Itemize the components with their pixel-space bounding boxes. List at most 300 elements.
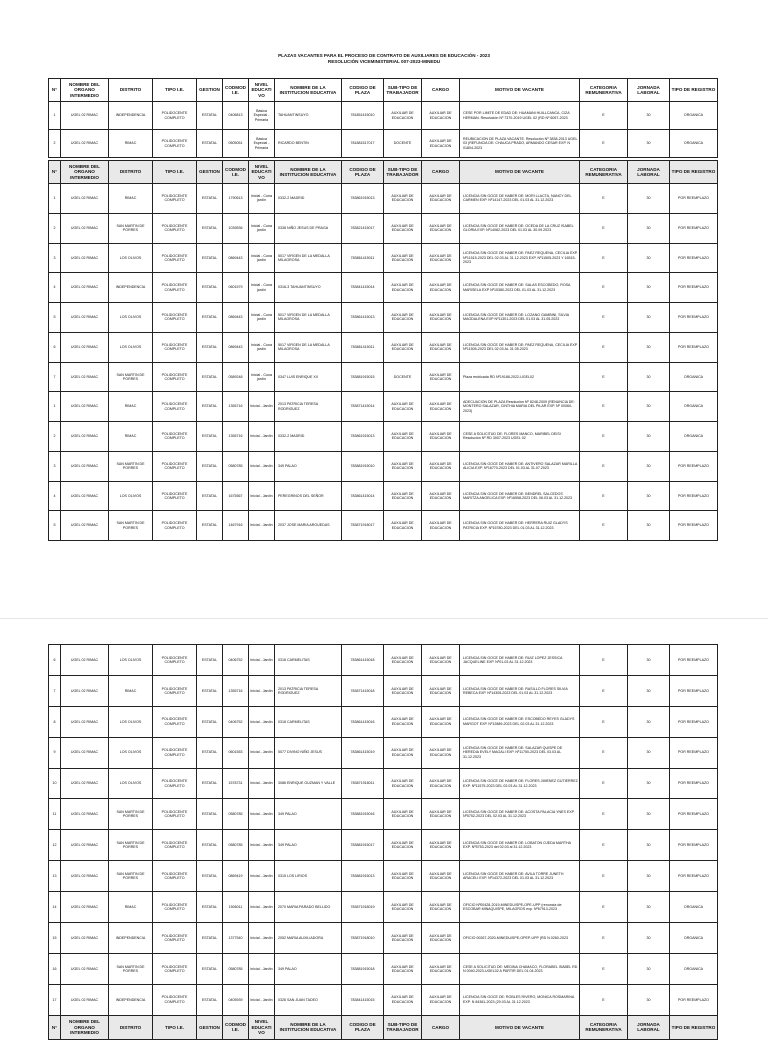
table-cell: AUXILIAR DE EDUCACION [422, 799, 460, 830]
table-cell: ESTATAL [197, 102, 223, 130]
table-cell: ESTATAL [197, 303, 223, 333]
table-cell: 7 [49, 675, 61, 706]
table-cell: LICENCIA SIN GOCE DE HABER DE: MORI LLACTA, NANCY DEL CARMEN EXP. Nº14147-2023 DEL 01.03 AL 31.12.2023 [460, 184, 580, 214]
table-cell: SAN MARTIN DE PORRES [109, 362, 153, 392]
table-cell: 30 [628, 953, 670, 984]
table-cell: 2 [49, 213, 61, 243]
column-header: TIPO I.E. [153, 161, 197, 184]
table-cell: POLIDOCENTE COMPLETO [153, 830, 197, 861]
table-header [49, 79, 718, 102]
table-cell: POR REEMPLAZO [670, 243, 718, 273]
table-cell: 783841415015 [342, 984, 384, 1015]
table-row [49, 511, 718, 541]
table-cell: AUXILIAR DE EDUCACION [384, 706, 422, 737]
table-header [49, 161, 718, 184]
table-cell: 0589248 [223, 362, 249, 392]
table-cell: CESE A SOLICITUD DE: MEDINA CHAMACO, FLORABEL ISABEL RD N 0040-2023-UGEL02 A PARTIR DEL 01.04.2023 [460, 953, 580, 984]
table-cell: 30 [628, 675, 670, 706]
table-cell: E [580, 984, 628, 1015]
table-cell: POR REEMPLAZO [670, 861, 718, 892]
table-cell: 349 PALAO [275, 953, 342, 984]
table-cell: UGEL 02 RIMAC [61, 213, 109, 243]
table-cell: UGEL 02 RIMAC [61, 332, 109, 362]
table-cell: Inicial - Cuna jardín [249, 243, 275, 273]
table-cell: 1355716 [223, 422, 249, 452]
table-cell: POR REEMPLAZO [670, 984, 718, 1015]
table-cell: RIMAC [109, 422, 153, 452]
table-cell: 783861415011 [342, 243, 384, 273]
table-cell: ORGANICA [670, 362, 718, 392]
table-cell: POLIDOCENTE COMPLETO [153, 799, 197, 830]
table-cell: 0505051 [223, 130, 249, 158]
table-cell: E [580, 861, 628, 892]
table-cell: 783861415013 [342, 303, 384, 333]
table-cell: SAN MARTIN DE PORRES [109, 830, 153, 861]
table-cell: RIMAC [109, 675, 153, 706]
table-cell: E [580, 332, 628, 362]
table-cell: 0405939 [223, 984, 249, 1015]
column-header: CODMOD I.E. [223, 1015, 249, 1039]
table-row [49, 737, 718, 768]
table-cell: POR REEMPLAZO [670, 737, 718, 768]
table-cell: 30 [628, 303, 670, 333]
column-header: JORNADA LABORAL [628, 161, 670, 184]
table-cell: 783881915010 [342, 451, 384, 481]
column-header: CATEGORIA REMUNERATIVA [580, 161, 628, 184]
table-cell: 1039536 [223, 213, 249, 243]
table-cell: AUXILIAR DE EDUCACION [384, 892, 422, 923]
table-cell: Inicial - Cuna jardín [249, 213, 275, 243]
table-cell: AUXILIAR DE EDUCACION [422, 303, 460, 333]
table-cell: 10 [49, 768, 61, 799]
column-header: NOMBRE DE LA INSTITUCION EDUCATIVA [275, 79, 342, 102]
table-cell: POLIDOCENTE COMPLETO [153, 861, 197, 892]
table-cell: 7 [49, 362, 61, 392]
table-cell: POR REEMPLAZO [670, 332, 718, 362]
column-header: CARGO [422, 79, 460, 102]
table-cell: 0869419 [223, 861, 249, 892]
table-cell: Básica Especial - Primaria [249, 130, 275, 158]
column-header: CODIGO DE PLAZA [342, 79, 384, 102]
table-row [49, 481, 718, 511]
column-header: DISTRITO [109, 1015, 153, 1039]
table-cell: UGEL 02 RIMAC [61, 243, 109, 273]
table-cell: AUXILIAR DE EDUCACION [384, 645, 422, 676]
table-cell: 783861915013 [342, 184, 384, 214]
column-header: CODIGO DE PLAZA [342, 1015, 384, 1039]
table-cell: 2013 PATRICIA TERESA RODRIGUEZ [275, 392, 342, 422]
table-footer-header [49, 1015, 718, 1039]
table-cell: AUXILIAR DE EDUCACION [422, 984, 460, 1015]
table-cell: INDEPENDENCIA [109, 273, 153, 303]
table-cell: OFICIO Nº00428-2019-MINEDU/SPE-OPE-UPP (renuncia de: ESCOBAR MINAQUISPE, MILAGROS exp. Nº67913-2023 [460, 892, 580, 923]
table-cell: 30 [628, 511, 670, 541]
table-cell: POR REEMPLAZO [670, 303, 718, 333]
table-cell: UGEL 02 RIMAC [61, 830, 109, 861]
column-header: CARGO [422, 161, 460, 184]
table-cell: 783871918011 [342, 768, 384, 799]
table-cell: ESTATAL [197, 451, 223, 481]
table-cell: 783871415018 [342, 675, 384, 706]
table-cell: LICENCIA SIN GOCE DE HABER DE: ESCOBEDO REYES GLADYS MARGOT EXP. Nº12889-2023 DEL 02.03 AL 31.12.2023 [460, 706, 580, 737]
table-cell: LICENCIA SIN GOCE DE HABER DE: PAEZ REQUENA, CECILIA EXP. Nº11515-2023 DEL 02.03 AL 31.12.2023 EXP. Nº11505-2023 Y 16515-2023 [460, 243, 580, 273]
table-cell: POR REEMPLAZO [670, 213, 718, 243]
table-cell: 0580785 [223, 799, 249, 830]
table-cell: 783871918019 [342, 892, 384, 923]
table-cell: INDEPENDENCIA [109, 984, 153, 1015]
table-cell: AUXILIAR DE EDUCACION [422, 243, 460, 273]
table-cell: POLIDOCENTE COMPLETO [153, 362, 197, 392]
table-cell: ESTATAL [197, 706, 223, 737]
table-cell: AUXILIAR DE EDUCACION [422, 273, 460, 303]
table-cell: UGEL 02 RIMAC [61, 675, 109, 706]
table-cell: RIMAC [109, 130, 153, 158]
table-cell: E [580, 130, 628, 158]
table-cell: LICENCIA SIN GOCE DE HABER DE: OCEDA DE LA CRUZ ISABEL GLORIA EXP. Nº14082-2023 DEL 01.03 AL 30.09.2023 [460, 213, 580, 243]
table-cell: 9 [49, 737, 61, 768]
table-cell: E [580, 830, 628, 861]
table-cell: E [580, 303, 628, 333]
table-cell: UGEL 02 RIMAC [61, 422, 109, 452]
table-cell: SAN MARTIN DE PORRES [109, 861, 153, 892]
table-cell: 0406752 [223, 645, 249, 676]
table-cell: 783821415017 [342, 213, 384, 243]
table-cell: ESTATAL [197, 362, 223, 392]
column-header: NIVEL EDUCATIVO [249, 1015, 275, 1039]
table-row [49, 303, 718, 333]
table-cell: SAN MARTIN DE PORRES [109, 953, 153, 984]
table-cell: AUXILIAR DE EDUCACION [422, 362, 460, 392]
table-cell: AUXILIAR DE EDUCACION [384, 243, 422, 273]
table-row [49, 102, 718, 130]
table-cell: 2 [49, 130, 61, 158]
table-cell: 30 [628, 923, 670, 954]
table-cell: LICENCIA SIN GOCE DE HABER DE: LOBATON OJEDA MARTHA EXP. Nº5753-2023 del 02.03 al 31.12.2023 [460, 830, 580, 861]
table-cell: 30 [628, 243, 670, 273]
table-cell: Inicial - Cuna jardín [249, 362, 275, 392]
table-cell: Inicial - Jardín [249, 422, 275, 452]
table-cell: LICENCIA SIN GOCE DE HABER DE: PAEZ REQUENA, CECILIA EXP Nº11505-2023 DEL 02.03 AL 31.05.2023 [460, 332, 580, 362]
table-cell: POR REEMPLAZO [670, 511, 718, 541]
table-cell: LICENCIA SIN GOCE DE HABER DE: SALAZAR QUISPE DE HEREDIA EVELY MAGALI EXP. Nº11750-2023 DEL 03.03 AL 31.12.2023 [460, 737, 580, 768]
table-cell: 5017 VIRGEN DE LA MEDALLA MILAGROSA [275, 243, 342, 273]
table-cell: POLIDOCENTE COMPLETO [153, 892, 197, 923]
table-cell: ESTATAL [197, 923, 223, 954]
table-cell: POR REEMPLAZO [670, 645, 718, 676]
table-cell: 12 [49, 830, 61, 861]
table-cell: AUXILIAR DE EDUCACION [384, 422, 422, 452]
table-cell: 5017 VIRGEN DE LA MEDALLA MILAGROSA [275, 303, 342, 333]
table-cell: ESTATAL [197, 184, 223, 214]
table-cell: INDEPENDENCIA [109, 923, 153, 954]
table-cell: E [580, 481, 628, 511]
table-cell: 30 [628, 102, 670, 130]
table-cell: ESTATAL [197, 481, 223, 511]
table-cell: 30 [628, 273, 670, 303]
table-cell: 783881915018 [342, 953, 384, 984]
table-cell: POLIDOCENTE COMPLETO [153, 273, 197, 303]
table-cell: E [580, 768, 628, 799]
table-cell: 0580785 [223, 830, 249, 861]
table-cell: ESTATAL [197, 273, 223, 303]
table-cell: UGEL 02 RIMAC [61, 923, 109, 954]
table-cell: RICARDO BENTIN [275, 130, 342, 158]
table-cell: ESTATAL [197, 984, 223, 1015]
table-cell: 1 [49, 184, 61, 214]
table-cell: 783841415014 [342, 273, 384, 303]
table-cell: ORGANICA [670, 923, 718, 954]
table-cell: AUXILIAR DE EDUCACION [384, 861, 422, 892]
column-header: GESTION [197, 1015, 223, 1039]
column-header: TIPO DE REGISTRO [670, 79, 718, 102]
table-row [49, 184, 718, 214]
table-cell: AUXILIAR DE EDUCACION [422, 184, 460, 214]
table-cell: POLIDOCENTE COMPLETO [153, 953, 197, 984]
table-cell: AUXILIAR DE EDUCACION [384, 768, 422, 799]
table-cell: ESTATAL [197, 861, 223, 892]
table-cell: AUXILIAR DE EDUCACION [422, 511, 460, 541]
table-cell: 30 [628, 861, 670, 892]
table-cell: ESTATAL [197, 953, 223, 984]
table-cell: E [580, 243, 628, 273]
table-cell: AUXILIAR DE EDUCACION [384, 332, 422, 362]
table-cell: Inicial - Cuna jardín [249, 273, 275, 303]
table-row [49, 392, 718, 422]
table-cell: UGEL 02 RIMAC [61, 102, 109, 130]
table-cell: AUXILIAR DE EDUCACION [422, 481, 460, 511]
table-cell: 781851415010 [342, 102, 384, 130]
table-cell: RIMAC [109, 892, 153, 923]
table-cell: E [580, 362, 628, 392]
table-row [49, 706, 718, 737]
table-cell: 30 [628, 645, 670, 676]
table-cell: POLIDOCENTE COMPLETO [153, 768, 197, 799]
column-header: GESTION [197, 161, 223, 184]
column-header: TIPO I.E. [153, 79, 197, 102]
table-cell: UGEL 02 RIMAC [61, 861, 109, 892]
column-header: NOMBRE DEL ORGANO INTERMEDIO [61, 1015, 109, 1039]
column-header: MOTIVO DE VACANTE [460, 1015, 580, 1039]
column-header: NOMBRE DEL ORGANO INTERMEDIO [61, 79, 109, 102]
table-cell: E [580, 184, 628, 214]
table-cell: LOS OLIVOS [109, 303, 153, 333]
table-cell: 0580785 [223, 953, 249, 984]
table-cell: Inicial - Jardín [249, 799, 275, 830]
table-cell: AUXILIAR DE EDUCACION [422, 706, 460, 737]
table-cell: E [580, 923, 628, 954]
table-cell: 30 [628, 892, 670, 923]
table-cell: Inicial - Jardín [249, 923, 275, 954]
table-cell: POLIDOCENTE COMPLETO [153, 332, 197, 362]
table-cell: 14 [49, 892, 61, 923]
table-cell: E [580, 392, 628, 422]
table-cell: 1675567 [223, 481, 249, 511]
vacancies-table-organica [48, 78, 718, 158]
table-cell: AUXILIAR DE EDUCACION [422, 422, 460, 452]
table-cell: AUXILIAR DE EDUCACION [384, 184, 422, 214]
table-cell: 349 PALAO [275, 451, 342, 481]
table-cell: 1578731 [223, 768, 249, 799]
column-header: SUB-TIPO DE TRABAJADOR [384, 161, 422, 184]
table-cell: 1 [49, 392, 61, 422]
table-cell: ORGANICA [670, 130, 718, 158]
table-cell: ORGANICA [670, 892, 718, 923]
table-cell: 783871918017 [342, 511, 384, 541]
table-cell: Inicial - Jardín [249, 953, 275, 984]
table-cell: POR REEMPLAZO [670, 675, 718, 706]
table-cell: AUXILIAR DE EDUCACION [384, 675, 422, 706]
table-cell: AUXILIAR DE EDUCACION [384, 799, 422, 830]
table-cell: 0318 CARMELITAS [275, 645, 342, 676]
table-cell: DOCENTE [384, 362, 422, 392]
table-cell: PEREGRINOS DEL SEÑOR [275, 481, 342, 511]
table-cell: E [580, 273, 628, 303]
table-row [49, 953, 718, 984]
table-cell: UGEL 02 RIMAC [61, 481, 109, 511]
table-cell: 783861915013 [342, 422, 384, 452]
table-cell: 2037 JOSE MARIA ARGUEDAS [275, 511, 342, 541]
table-cell: POR REEMPLAZO [670, 451, 718, 481]
table-cell: LICENCIA SIN GOCE DE HABER DE: BENDREL SALCEDOS MARITZA ANGELICA EXP. Nº16558-2023 DEL 06.03 AL 31.12.2023 [460, 481, 580, 511]
table-row [49, 451, 718, 481]
table-cell: 1790613 [223, 184, 249, 214]
table-cell: AUXILIAR DE EDUCACION [422, 892, 460, 923]
table-cell: E [580, 737, 628, 768]
table-cell: AUXILIAR DE EDUCACION [384, 830, 422, 861]
table-cell: 2070 MARIA PARADO BELLIDO [275, 892, 342, 923]
table-cell: POLIDOCENTE COMPLETO [153, 451, 197, 481]
table-cell: ESTATAL [197, 213, 223, 243]
table-cell: 8 [49, 706, 61, 737]
table-body [49, 102, 718, 158]
table-cell: 0332-2 MADRID [275, 184, 342, 214]
table-cell: UGEL 02 RIMAC [61, 706, 109, 737]
table-cell: SAN MARTIN DE PORRES [109, 511, 153, 541]
table-cell: POR REEMPLAZO [670, 184, 718, 214]
table-cell: Básica Especial - Primaria [249, 102, 275, 130]
table-cell: UGEL 02 RIMAC [61, 799, 109, 830]
table-cell: LOS OLIVOS [109, 243, 153, 273]
table-cell: 4 [49, 481, 61, 511]
table-cell: AUXILIAR DE EDUCACION [422, 861, 460, 892]
table-cell: AUXILIAR DE EDUCACION [422, 830, 460, 861]
table-cell: POLIDOCENTE COMPLETO [153, 984, 197, 1015]
table-cell: 30 [628, 706, 670, 737]
table-cell: 783881915017 [342, 830, 384, 861]
table-row [49, 984, 718, 1015]
table-cell: AUXILIAR DE EDUCACION [384, 303, 422, 333]
document-title: PLAZAS VACANTES PARA EL PROCESO DE CONTRATO DE AUXILIARES DE EDUCACIÓN - 2023 [278, 53, 490, 58]
table-cell: AUXILIAR DE EDUCACION [422, 737, 460, 768]
column-header: NIVEL EDUCATIVO [249, 79, 275, 102]
table-cell: 16 [49, 953, 61, 984]
table-cell: 30 [628, 392, 670, 422]
table-cell: LICENCIA SIN GOCE DE HABER DE: SALAS ESCOBEDO, ROSA MARISELA EXP Nº15380-2023 DEL 01.03 AL 31.12.2023 [460, 273, 580, 303]
table-cell: 0347 LUIS ENRIQUE XII [275, 362, 342, 392]
table-cell: 0869443 [223, 243, 249, 273]
table-cell: AUXILIAR DE EDUCACION [422, 130, 460, 158]
table-cell: REUBICACION DE PLAZA VACANTE. Resolución Nº 3838-2013 UGEL 03 (REFUNCIA DE: CHAUCA PRADO, ARMANDO CESAR EXP. N 01804-2023 [460, 130, 580, 158]
vacancies-table-continued [48, 644, 718, 1040]
table-cell: UGEL 02 RIMAC [61, 303, 109, 333]
column-header: N° [49, 1015, 61, 1039]
table-cell: 30 [628, 130, 670, 158]
table-row [49, 422, 718, 452]
table-cell: UGEL 02 RIMAC [61, 768, 109, 799]
table-cell: POR REEMPLAZO [670, 706, 718, 737]
table-cell: E [580, 675, 628, 706]
table-row [49, 213, 718, 243]
table-cell: AUXILIAR DE EDUCACION [384, 737, 422, 768]
table-cell: 1377540 [223, 923, 249, 954]
table-cell: Inicial - Jardín [249, 984, 275, 1015]
table-cell: Inicial - Cuna jardín [249, 303, 275, 333]
table-cell: UGEL 02 RIMAC [61, 892, 109, 923]
table-cell: OFICIO 00267-2020-MINEDU/SPE-OPEP-UPP (RD N 0260-2023 [460, 923, 580, 954]
table-cell: Inicial - Jardín [249, 768, 275, 799]
table-cell: LICENCIA SIN GOCE DE HABER DE: RASILLO FLORES SILVIA REBECA EXP. Nº14305-2023 DEL 01.03 AL 31.12.2023 [460, 675, 580, 706]
table-cell: 783881915016 [342, 799, 384, 830]
table-cell: 30 [628, 984, 670, 1015]
column-header: SUB-TIPO DE TRABAJADOR [384, 79, 422, 102]
table-cell: UGEL 02 RIMAC [61, 451, 109, 481]
table-cell: 783861415019 [342, 737, 384, 768]
table-cell: LOS OLIVOS [109, 645, 153, 676]
table-cell: Inicial - Jardín [249, 511, 275, 541]
table-cell: Inicial - Cuna jardín [249, 332, 275, 362]
table-cell: 30 [628, 451, 670, 481]
column-header: NOMBRE DE LA INSTITUCION EDUCATIVA [275, 1015, 342, 1039]
table-cell: 30 [628, 830, 670, 861]
table-cell: ESTATAL [197, 799, 223, 830]
table-cell: 0406752 [223, 706, 249, 737]
table-row [49, 768, 718, 799]
table-cell: Inicial - Jardín [249, 451, 275, 481]
table-cell: 3 [49, 243, 61, 273]
table-cell: 1355716 [223, 675, 249, 706]
table-cell: 30 [628, 332, 670, 362]
column-header: JORNADA LABORAL [628, 79, 670, 102]
table-cell: AUXILIAR DE EDUCACION [422, 213, 460, 243]
table-cell: 30 [628, 184, 670, 214]
table-cell: 4 [49, 273, 61, 303]
table-cell: RIMAC [109, 392, 153, 422]
table-cell: 1355716 [223, 392, 249, 422]
table-cell: TAHUANTINSUYO [275, 102, 342, 130]
table-cell: CESE POR LIMITE DE EDAD DE: HUAMANI HUILLCANCA, CIZA HERMAN. Resolución Nº 7370-2019 UGEL 02 (RD Nº 6057-2023 [460, 102, 580, 130]
table-cell: POLIDOCENTE COMPLETO [153, 392, 197, 422]
column-header: MOTIVO DE VACANTE [460, 161, 580, 184]
table-cell: 2 [49, 422, 61, 452]
table-cell: 0315 LOS LIRIOS [275, 861, 342, 892]
table-cell: LOS OLIVOS [109, 706, 153, 737]
column-header: DISTRITO [109, 79, 153, 102]
table-cell: 0601579 [223, 273, 249, 303]
table-cell: POLIDOCENTE COMPLETO [153, 102, 197, 130]
table-cell: AUXILIAR DE EDUCACION [422, 332, 460, 362]
column-header: N° [49, 79, 61, 102]
column-header: NOMBRE DE LA INSTITUCION EDUCATIVA [275, 161, 342, 184]
table-cell: ESTATAL [197, 130, 223, 158]
column-header: TIPO I.E. [153, 1015, 197, 1039]
table-cell: 6 [49, 332, 61, 362]
table-cell: ESTATAL [197, 830, 223, 861]
table-cell: 6 [49, 645, 61, 676]
table-cell: AUXILIAR DE EDUCACION [422, 392, 460, 422]
table-row [49, 645, 718, 676]
table-cell: 0580785 [223, 451, 249, 481]
table-cell: LICENCIA SIN GOCE DE HABER DE: AVILA TORRE JUNETH ARACELI EXP. Nº14372-2023 DEL 01.03 AL 31.12.2023 [460, 861, 580, 892]
